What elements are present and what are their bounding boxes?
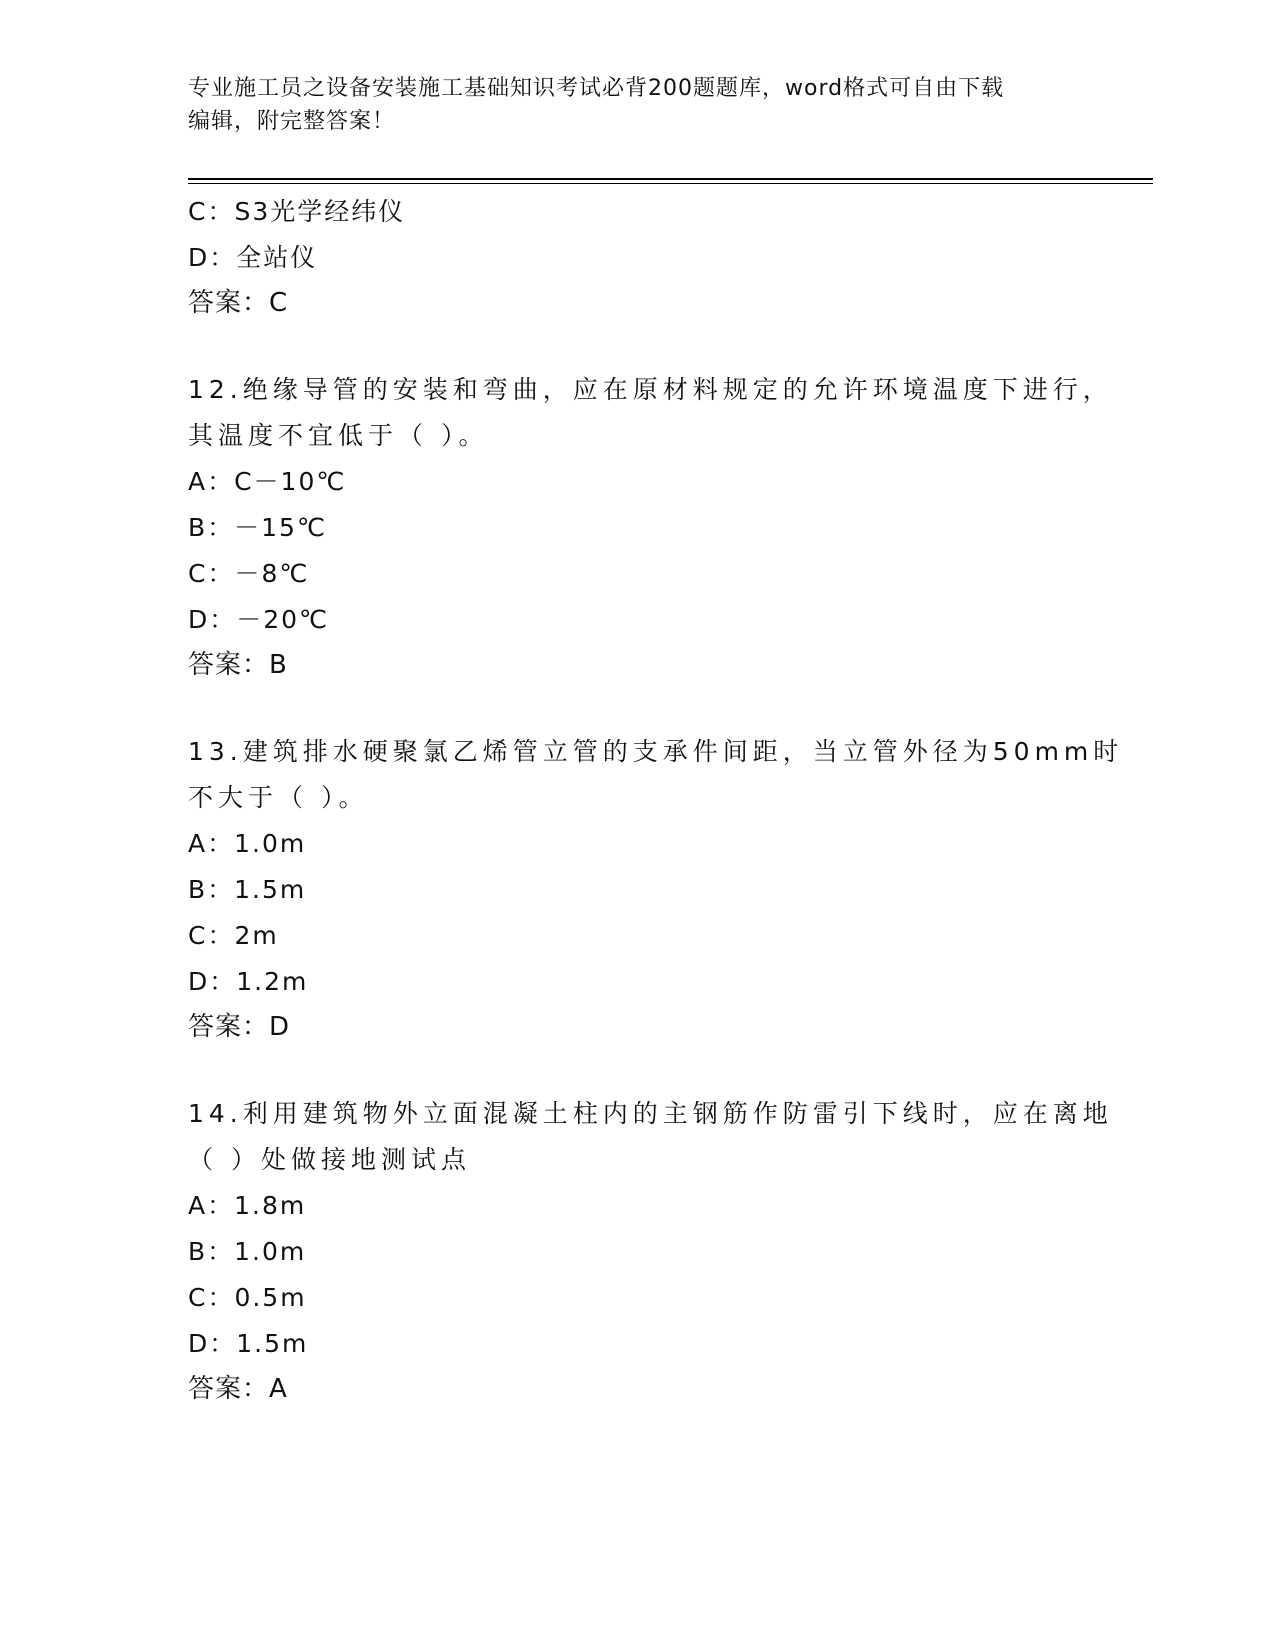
option-b: B：－15℃ — [188, 513, 328, 542]
header-line-2: 编辑，附完整答案！ — [188, 109, 396, 134]
question-stem-line: 其温度不宜低于（ ）。 — [188, 421, 489, 450]
option-c: C：2m — [188, 921, 279, 950]
page-header — [188, 72, 1068, 138]
option-d: D：1.2m — [188, 967, 309, 996]
spacer — [188, 325, 1088, 367]
option-b: B：1.0m — [188, 1237, 307, 1266]
option-a: A：1.0m — [188, 829, 307, 858]
option-d: D：－20℃ — [188, 605, 330, 634]
spacer — [188, 1049, 1088, 1091]
question-block-12 — [188, 367, 1113, 687]
option-a: A：C－10℃ — [188, 467, 347, 496]
option-d: D：1.5m — [188, 1329, 309, 1358]
option-b: B：1.5m — [188, 875, 307, 904]
question-block-prev — [188, 189, 1088, 325]
question-stem-line: 13.建筑排水硬聚氯乙烯管立管的支承件间距，当立管外径为50mm时 — [188, 737, 1124, 766]
option-c: C：S3光学经纬仪 — [188, 197, 406, 226]
option-c: C：0.5m — [188, 1283, 307, 1312]
question-block-14 — [188, 1091, 1113, 1411]
option-c: C：－8℃ — [188, 559, 310, 588]
question-stem-line: 不大于（ ）。 — [188, 783, 369, 812]
question-stem-line: 12.绝缘导管的安装和弯曲，应在原材料规定的允许环境温度下进行， — [188, 375, 1113, 404]
answer-line: 答案：D — [188, 1012, 291, 1042]
spacer — [188, 687, 1088, 729]
answer-line: 答案：A — [188, 1374, 288, 1404]
answer-line: 答案：B — [188, 650, 288, 680]
header-divider-thick — [188, 178, 1153, 180]
question-list — [188, 189, 1124, 1411]
header-line-1: 专业施工员之设备安装施工基础知识考试必背200题题库，word格式可自由下载 — [188, 76, 1005, 101]
question-stem-line: （ ）处做接地测试点 — [188, 1145, 471, 1174]
question-stem-line: 14.利用建筑物外立面混凝土柱内的主钢筋作防雷引下线时，应在离地 — [188, 1099, 1113, 1128]
option-a: A：1.8m — [188, 1191, 307, 1220]
question-block-13 — [188, 729, 1124, 1049]
answer-line: 答案：C — [188, 288, 289, 318]
header-divider-thin — [188, 183, 1153, 184]
option-d: D：全站仪 — [188, 243, 318, 272]
